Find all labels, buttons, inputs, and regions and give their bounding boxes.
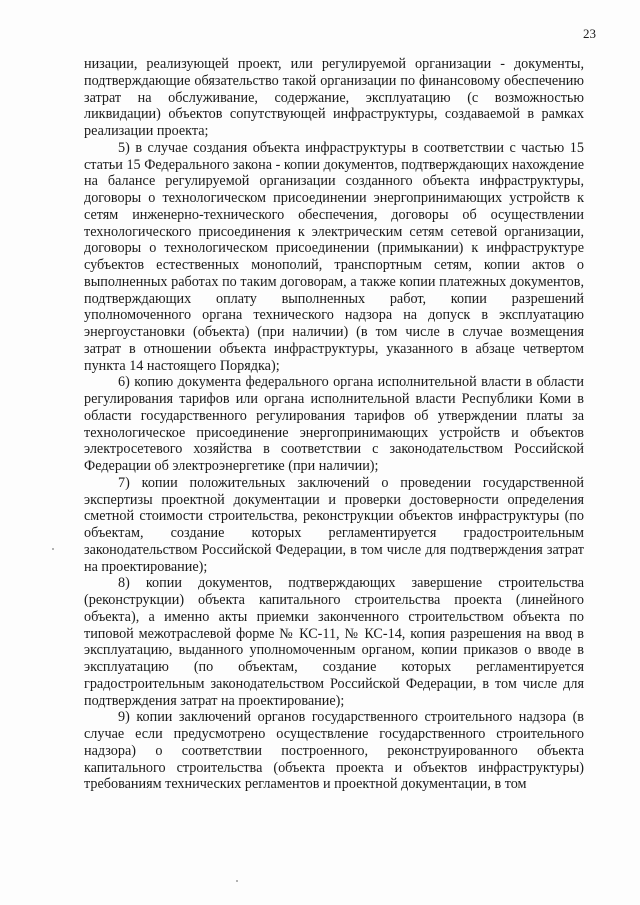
paragraph-item-7: 7) копии положительных заключений о проведении государственной экспертизы проектной документации и проверки достоверности определения сметной стоимости строительства, реконструкции объектов инфраструктуры (по объектам, создание которых регламентируется градостроительным законодательством Российской Федерации, в том числе для подтверждения затрат на проектирование);: [84, 474, 584, 575]
paragraph-item-6: 6) копию документа федерального органа исполнительной власти в области регулирования тарифов или органа исполнительной власти Республики Коми в области государственного регулирования тарифов об утверждении платы за технологическое присоединение энергопринимающих устройств и объектов электросетевого хозяйства в соответствии с законодательством Российской Федерации об электроэнергетике (при наличии);: [84, 374, 584, 474]
scan-speck: [236, 880, 238, 882]
paragraph-item-8: 8) копии документов, подтверждающих завершение строительства (реконструкции) объекта капитального строительства проекта (линейного объекта), а именно акты приемки законченного строительством объекта по типовой межотраслевой форме № КС-11, № КС-14, копия разрешения на ввод в эксплуатацию, выданного уполномоченным органом, копии приказов о вводе в эксплуатацию (по объектам, создание которых регламентируется градостроительным законодательством Российской Федерации, в том числе для подтверждения затрат на проектирование);: [84, 575, 584, 709]
paragraph-item-5: 5) в случае создания объекта инфраструктуры в соответствии с частью 15 статьи 15 Федерального закона - копии документов, подтверждающих нахождение на балансе регулируемой организации созданного объекта инфраструктуры, договоры о технологическом присоединении энергопринимающих устройств к сетям инженерно-технического обеспечения, договоры об осуществлении технологического присоединения к электрическим сетям сетевой организации, договоры о технологическом присоединении (примыкании) к инфраструктуре субъектов естественных монополий, транспортным сетям, копии актов о выполненных работах по таким договорам, а также копии платежных документов, подтверждающих оплату выполненных работ, копии разрешений уполномоченного органа технического надзора на допуск в эксплуатацию энергоустановки (объекта) (при наличии) (в том числе в случае возмещения затрат в отношении объекта инфраструктуры, указанного в абзаце четвертом пункта 14 настоящего Порядка);: [84, 139, 584, 374]
document-body: [84, 56, 584, 793]
paragraph-item-9: 9) копии заключений органов государственного строительного надзора (в случае если предусмотрено осуществление государственного строительного надзора) о соответствии построенного, реконструированного объекта капитального строительства (объекта проекта и объектов инфраструктуры) требованиям технических регламентов и проектной документации, в том: [84, 709, 584, 793]
paragraph-continuation: низации, реализующей проект, или регулируемой организации - документы, подтверждающие обязательство такой организации по финансовому обеспечению затрат на обслуживание, содержание, эксплуатацию (с возможностью ликвидации) объектов сопутствующей инфраструктуры, создаваемой в рамках реализации проекта;: [84, 56, 584, 139]
scan-speck: [52, 548, 54, 550]
page-number: 23: [583, 26, 596, 41]
